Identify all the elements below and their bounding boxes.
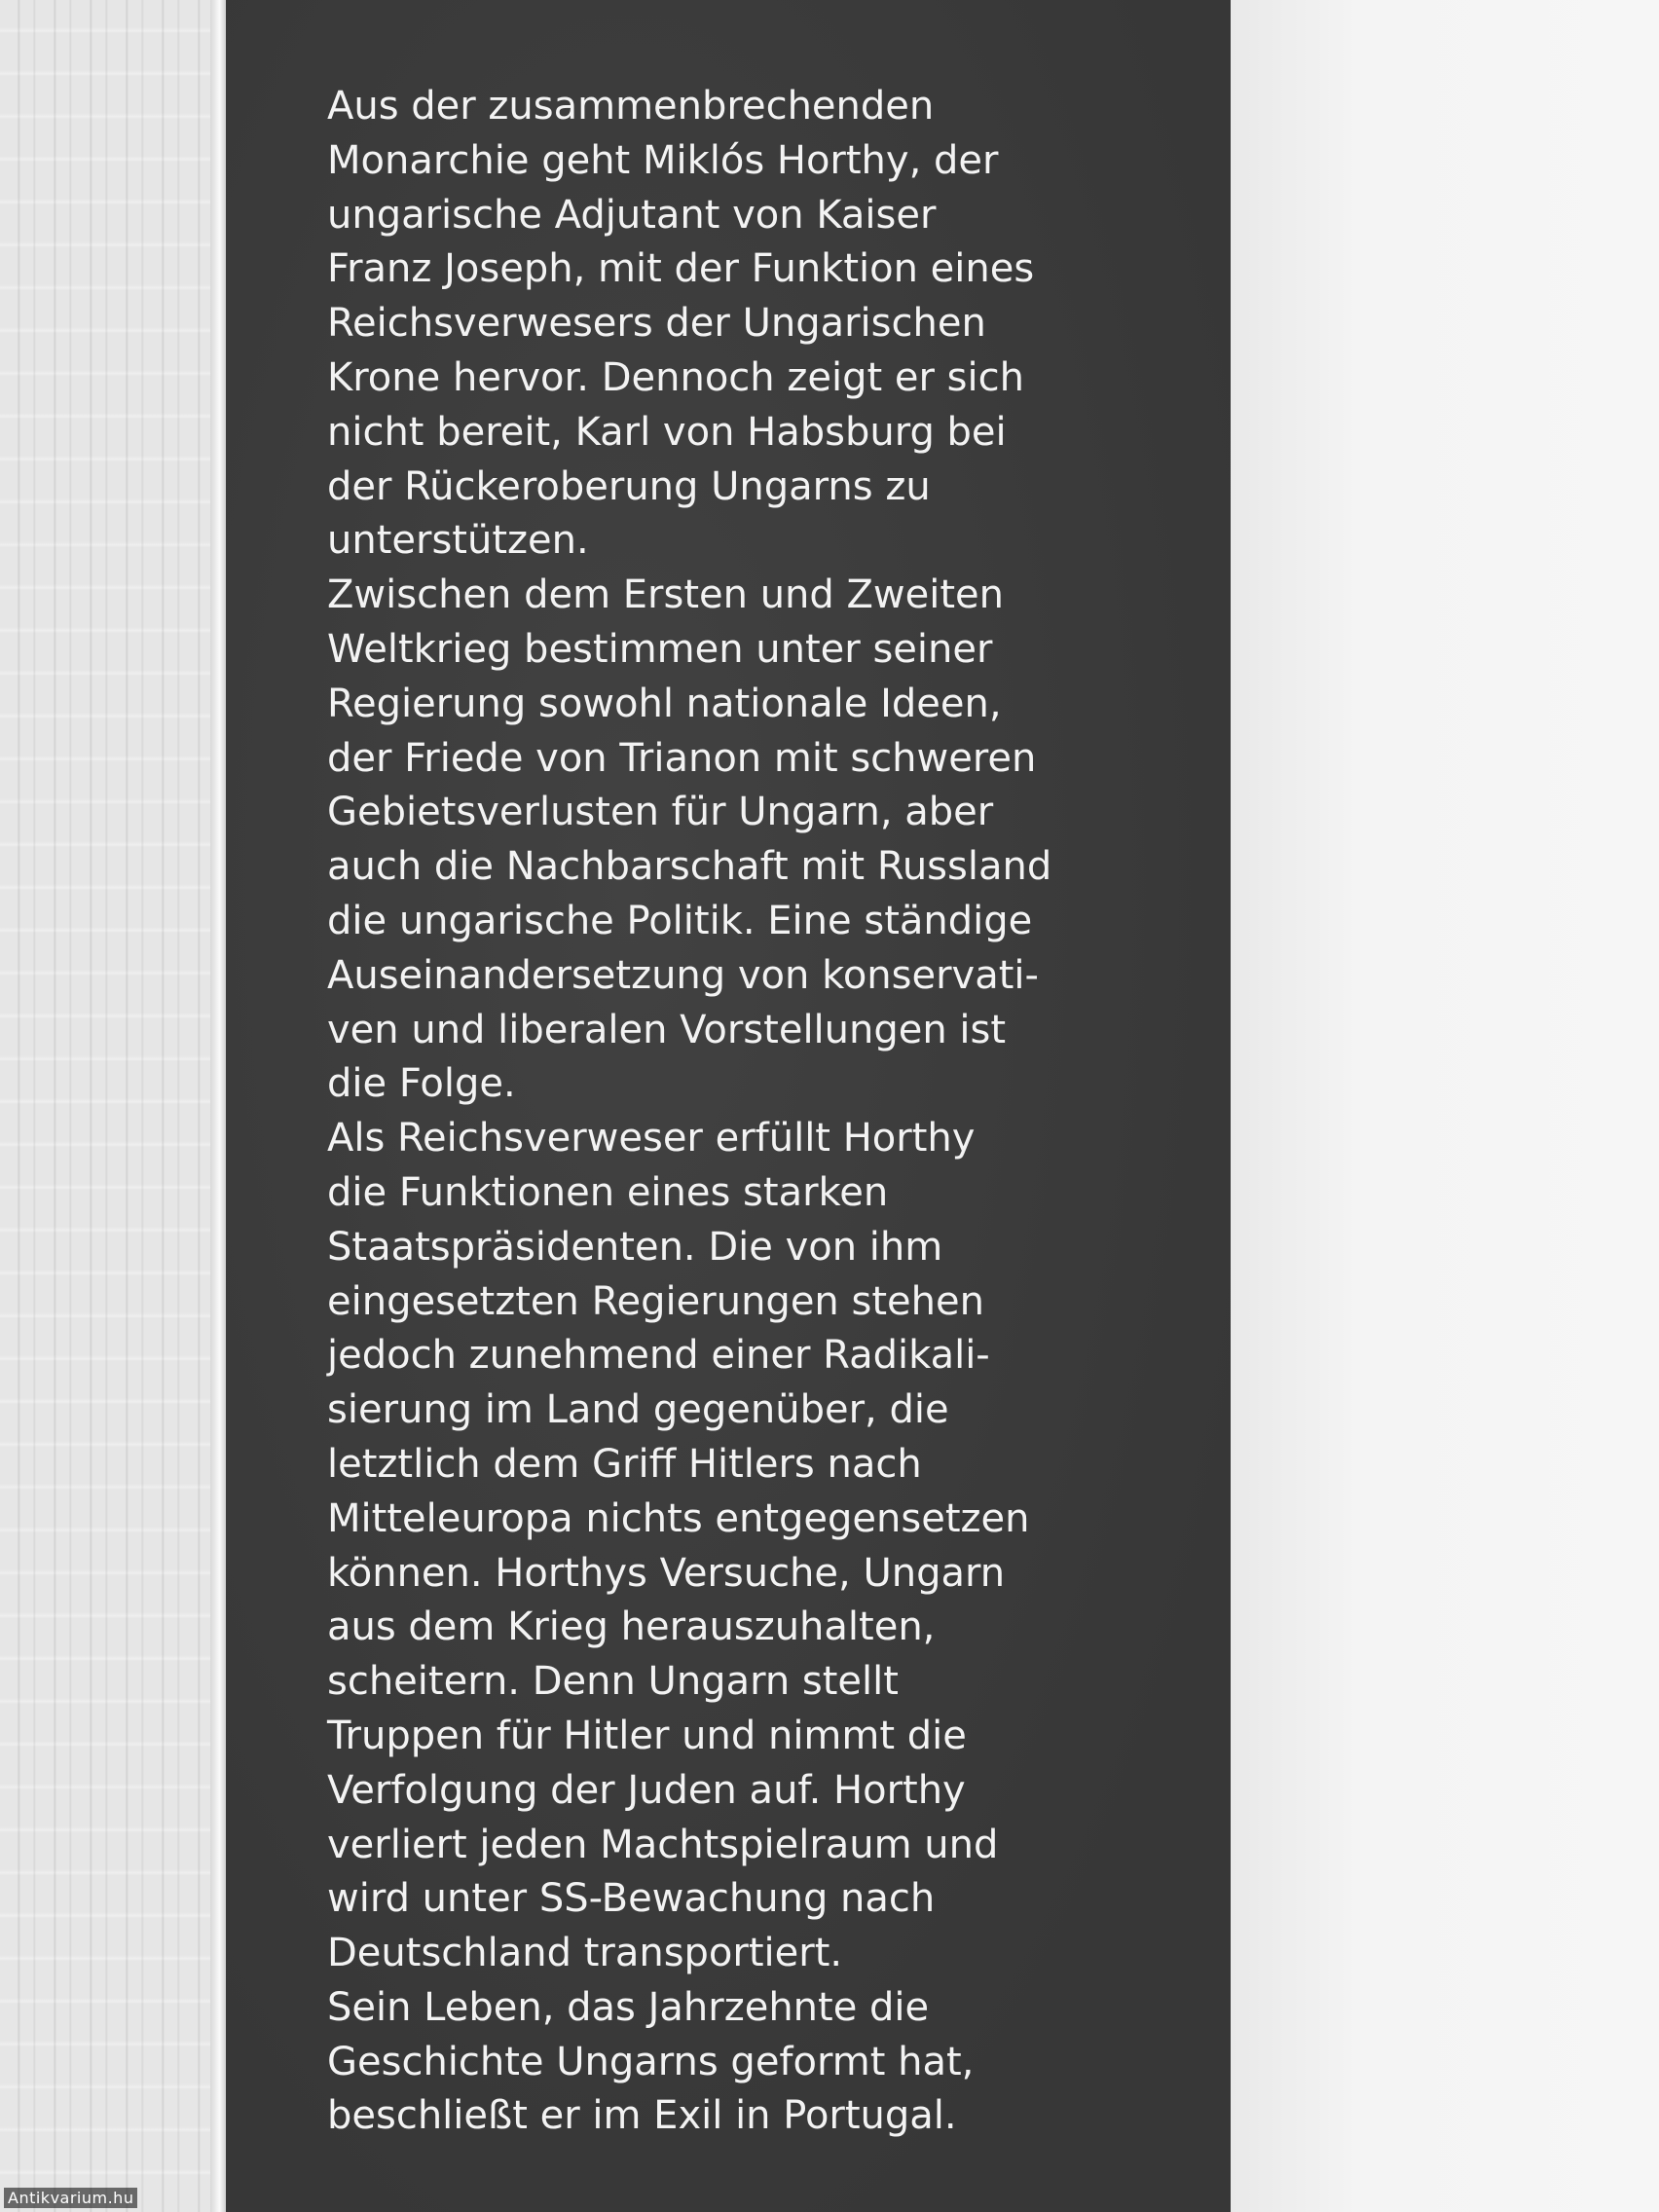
background-left xyxy=(0,0,226,2212)
page-edge xyxy=(210,0,226,2212)
body-text xyxy=(327,80,1164,2144)
background-right xyxy=(1231,0,1659,2212)
watermark: Antikvarium.hu xyxy=(4,2188,137,2208)
paragraph-1: Aus der zusammenbrechenden Monarchie geht Miklós Horthy, der ungarische Adjutant von Kaiser Franz Joseph, mit der Funktion eines Reichsverwesers der Ungarischen Krone hervor. Dennoch zeigt er sich nicht bereit, Karl von Habsburg bei der Rückeroberung Ungarns zu unterstützen. xyxy=(327,84,1035,564)
paragraph-4: Sein Leben, das Jahrzehnte die Geschichte Ungarns geformt hat, beschließt er im Exil in Portugal. xyxy=(327,1984,975,2139)
paragraph-2: Zwischen dem Ersten und Zweiten Weltkrieg bestimmen unter seiner Regierung sowohl nationale Ideen, der Friede von Trianon mit schweren Gebietsverlusten für Ungarn, aber auch die Nachbarschaft mit Russland die ungarische Politik. Eine ständige Auseinandersetzung von konservati- ven und liberalen Vorstellungen ist die Folge. xyxy=(327,572,1052,1107)
paragraph-3: Als Reichsverweser erfüllt Horthy die Funktionen eines starken Staatspräsidenten. Die von ihm eingesetzten Regierungen stehen jedoch zunehmend einer Radikali- sierung im Land gegenüber, die letztlich dem Griff Hitlers nach Mitteleuropa nichts entgegensetzen können. Horthys Versuche, Ungarn aus dem Krieg herauszuhalten, scheitern. Denn Ungarn stellt Truppen für Hitler und nimmt die Verfolgung der Juden auf. Horthy verliert jeden Machtspielraum und wird unter SS-Bewachung nach Deutschland transportiert. xyxy=(327,1116,1030,1976)
